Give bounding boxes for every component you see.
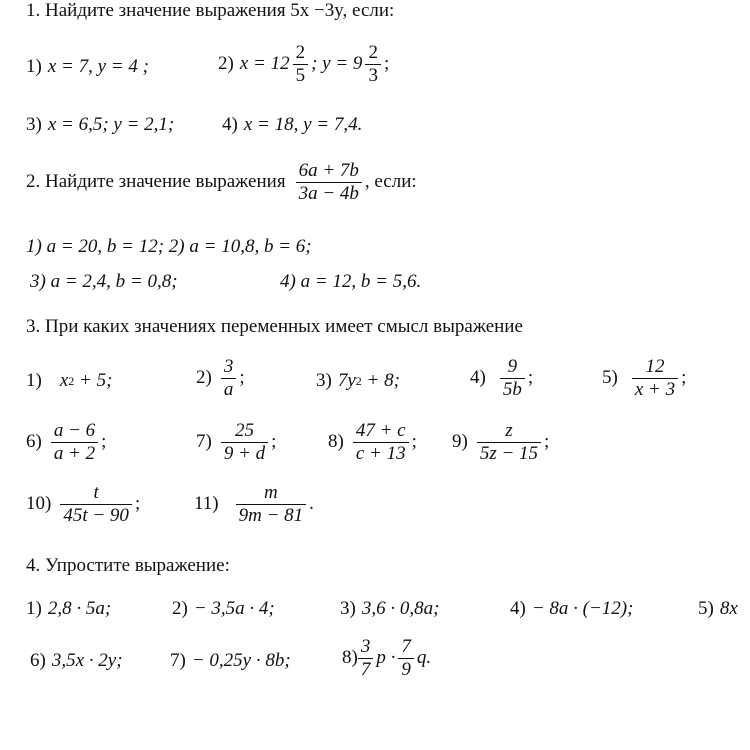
task4-item-7 — [170, 650, 291, 672]
task3-item-4 — [470, 356, 533, 401]
y-whole: ; y = 9 — [311, 53, 363, 75]
task3-item-2 — [196, 356, 245, 401]
x-whole: x = 12 — [239, 53, 290, 75]
fraction-numerator: 3 — [223, 356, 234, 377]
item-expression: 8x — [719, 598, 738, 619]
item-end: ; — [383, 53, 390, 75]
item-label: 8) — [328, 431, 344, 453]
fraction-denominator: 9 + d — [221, 442, 268, 465]
item-expression: x = 6,5; y = 2,1; — [47, 114, 175, 135]
task2-title-pre: 2. Найдите значение выражения — [26, 171, 286, 193]
item-end: ; — [544, 431, 550, 453]
item-end: ; — [239, 367, 245, 389]
fraction-denominator: a — [221, 378, 237, 401]
fraction-denominator: 9 — [398, 658, 414, 681]
fraction-denominator: 7 — [358, 658, 374, 681]
task4-item-5 — [698, 598, 738, 620]
task1-item-4 — [222, 114, 362, 136]
item-rest: + 8; — [361, 370, 400, 391]
fraction-denominator: 9m − 81 — [236, 504, 307, 527]
task1-title: 1. Найдите значение выражения 5x −3y, если: — [26, 0, 395, 21]
item-label: 5) — [602, 367, 618, 389]
x-fraction — [293, 42, 309, 87]
task4-item-2 — [172, 598, 275, 620]
item-fraction — [353, 420, 409, 465]
item-label: 6) — [26, 431, 42, 453]
task3-title: 3. При каких значениях переменных имеет смысл выражение — [26, 316, 523, 337]
task2-line-2b: 4) a = 12, b = 5,6. — [280, 271, 422, 292]
item-expression: − 8a · (−12); — [531, 598, 634, 619]
item-label: 6) — [30, 650, 46, 671]
fraction-numerator: t — [93, 482, 99, 503]
fraction-denominator: 3a − 4b — [296, 182, 362, 205]
item-label: 3) — [316, 370, 332, 391]
item-fraction — [632, 356, 678, 401]
item-label: 3) — [340, 598, 356, 619]
item-fraction — [221, 356, 237, 401]
item-label: 8) — [342, 647, 358, 669]
task4-item-6 — [30, 650, 123, 672]
fraction-numerator: 2 — [368, 42, 378, 63]
fraction-numerator: 47 + c — [355, 420, 406, 441]
fraction-denominator: c + 13 — [353, 442, 409, 465]
task3-item-8 — [328, 420, 417, 465]
fraction-numerator: 12 — [645, 356, 665, 377]
item-fraction — [51, 420, 98, 465]
item-end: ; — [527, 367, 534, 389]
fraction-numerator: 9 — [507, 356, 518, 377]
task1-item-3 — [26, 114, 174, 136]
task2-title — [26, 160, 417, 205]
item-fraction — [477, 420, 541, 465]
task4-item-8 — [342, 636, 431, 681]
item-label: 2) — [172, 598, 188, 619]
task2-fraction — [296, 160, 362, 205]
item-label: 4) — [470, 367, 486, 389]
item-end: q. — [416, 647, 432, 669]
item-expression: − 0,25y · 8b; — [191, 650, 291, 671]
item-end: ; — [411, 431, 417, 453]
item-end: ; — [134, 493, 141, 515]
item-label: 1) — [26, 56, 42, 77]
task4-item-1 — [26, 598, 111, 620]
item-label: 10) — [26, 493, 52, 515]
task1-item-2 — [218, 42, 389, 87]
task2-title-post: , если: — [364, 171, 417, 193]
item-expression: − 3,5a · 4; — [193, 598, 275, 619]
task4-item-3 — [340, 598, 439, 620]
item-label: 5) — [698, 598, 714, 619]
fraction-numerator: 7 — [401, 636, 411, 657]
task4-item-4 — [510, 598, 633, 620]
task3-item-5 — [602, 356, 686, 401]
item-expression: 2,8 · 5a; — [47, 598, 112, 619]
item-base: x — [59, 370, 69, 391]
fraction-numerator: 6a + 7b — [298, 160, 359, 181]
item-fraction — [500, 356, 525, 401]
fraction-denominator: 45t − 90 — [60, 504, 132, 527]
task3-item-10 — [26, 482, 140, 527]
fraction-numerator: 3 — [360, 636, 371, 657]
item-expression: 3,5x · 2y; — [51, 650, 123, 671]
task3-item-6 — [26, 420, 106, 465]
item-label: 4) — [510, 598, 526, 619]
task2-line-2a: 3) a = 2,4, b = 0,8; — [30, 271, 178, 292]
task3-item-11 — [194, 482, 314, 527]
task3-item-9 — [452, 420, 549, 465]
item-label: 7) — [196, 431, 212, 453]
fraction-denominator: 5 — [293, 64, 309, 87]
fraction-numerator: z — [505, 420, 513, 441]
item-fraction — [221, 420, 268, 465]
task1-item-1 — [26, 56, 149, 78]
task4-title: 4. Упростите выражение: — [26, 555, 230, 576]
item-end: ; — [101, 431, 107, 453]
fraction-denominator: 5b — [500, 378, 525, 401]
item-fraction — [236, 482, 307, 527]
item-label: 9) — [452, 431, 468, 453]
item-label: 3) — [26, 114, 42, 135]
item-label: 1) — [26, 370, 42, 391]
item-end: . — [309, 493, 314, 515]
item-label: 1) — [26, 598, 42, 619]
item-fraction-1 — [358, 636, 374, 681]
item-expression: 3,6 · 0,8a; — [361, 598, 440, 619]
y-fraction — [365, 42, 381, 87]
item-label: 11) — [194, 493, 219, 515]
fraction-numerator: 25 — [234, 420, 254, 441]
task2-line-1: 1) a = 20, b = 12; 2) a = 10,8, b = 6; — [26, 236, 312, 257]
item-end: ; — [271, 431, 277, 453]
item-label: 4) — [222, 114, 238, 135]
item-expression: x = 7, y = 4 ; — [47, 56, 149, 77]
fraction-denominator: 3 — [365, 64, 381, 87]
fraction-denominator: x + 3 — [632, 378, 678, 401]
item-end: ; — [681, 367, 687, 389]
item-middle: p · — [376, 647, 396, 669]
task3-item-1: 1) x 2 + 5; — [26, 370, 113, 391]
fraction-numerator: 2 — [295, 42, 306, 63]
item-label: 7) — [170, 650, 186, 671]
item-base: 7y — [337, 370, 356, 391]
fraction-numerator: a − 6 — [53, 420, 96, 441]
item-label: 2) — [218, 53, 234, 75]
fraction-denominator: a + 2 — [51, 442, 98, 465]
item-fraction-2 — [398, 636, 414, 681]
fraction-denominator: 5z − 15 — [477, 442, 541, 465]
item-expression: x = 18, y = 7,4. — [243, 114, 363, 135]
item-label: 2) — [196, 367, 212, 389]
task3-item-7 — [196, 420, 276, 465]
item-fraction — [60, 482, 132, 527]
task3-item-3: 3) 7y 2 + 8; — [316, 370, 400, 391]
fraction-numerator: m — [264, 482, 278, 503]
item-rest: + 5; — [74, 370, 113, 391]
